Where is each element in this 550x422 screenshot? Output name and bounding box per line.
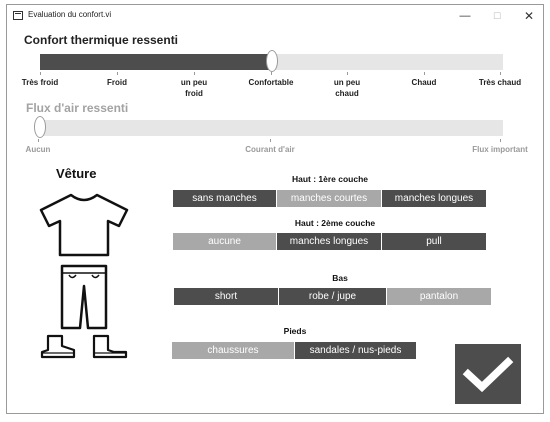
comfort-tick [271,72,272,75]
pants-icon [58,264,110,330]
airflow-tick [270,139,271,142]
bottom-option-robe-jupe[interactable]: robe / jupe [279,288,386,305]
comfort-tick-label: Très froid [21,78,59,87]
comfort-tick [347,72,348,75]
confirm-button[interactable] [455,344,521,404]
airflow-slider-thumb[interactable] [34,116,46,138]
top-layer1-option-manches-courtes[interactable]: manches courtes [277,190,381,207]
tshirt-icon [38,193,130,257]
comfort-tick-label: Très chaud [478,78,522,87]
comfort-tick [424,72,425,75]
comfort-tick-label: Confortable [248,78,294,87]
feet-option-sandales[interactable]: sandales / nus-pieds [295,342,416,359]
comfort-slider-thumb[interactable] [266,50,278,72]
checkmark-icon [455,344,521,404]
comfort-tick [500,72,501,75]
window-title: Evaluation du confort.vi [28,10,112,19]
maximize-button[interactable]: ☐ [492,11,502,21]
top-layer1-option-manches-longues[interactable]: manches longues [382,190,486,207]
airflow-tick [38,139,39,142]
airflow-slider[interactable] [40,120,503,136]
feet-option-chaussures[interactable]: chaussures [172,342,294,359]
airflow-title: Flux d'air ressenti [26,101,129,115]
airflow-tick-label: Aucun [25,145,51,154]
top-layer2-option-manches-longues[interactable]: manches longues [277,233,381,250]
comfort-tick-label: un peu chaud [333,78,361,98]
top-layer1-label: Haut : 1ère couche [291,174,369,184]
top-layer2-label: Haut : 2ème couche [294,218,376,228]
title-bar [7,5,543,27]
comfort-title: Confort thermique ressenti [24,33,179,47]
close-button[interactable]: ✕ [523,9,535,23]
comfort-tick-label: un peu froid [180,78,208,98]
clothing-title: Vêture [56,166,97,181]
airflow-tick-label: Flux important [472,145,528,154]
airflow-tick [500,139,501,142]
bottom-label: Bas [332,273,348,283]
top-layer2-option-aucune[interactable]: aucune [173,233,276,250]
comfort-slider[interactable] [40,54,503,70]
comfort-tick [117,72,118,75]
airflow-tick-label: Courant d'air [245,145,295,154]
comfort-tick [40,72,41,75]
top-layer1-option-sans-manches[interactable]: sans manches [173,190,276,207]
app-icon [13,11,23,20]
feet-label: Pieds [283,326,307,336]
top-layer2-option-pull[interactable]: pull [382,233,486,250]
comfort-tick [194,72,195,75]
boots-icon [38,334,130,360]
bottom-option-short[interactable]: short [174,288,278,305]
bottom-option-pantalon[interactable]: pantalon [387,288,491,305]
minimize-button[interactable]: — [459,10,471,22]
comfort-slider-fill [40,54,272,70]
comfort-tick-label: Froid [107,78,127,87]
comfort-tick-label: Chaud [411,78,437,87]
